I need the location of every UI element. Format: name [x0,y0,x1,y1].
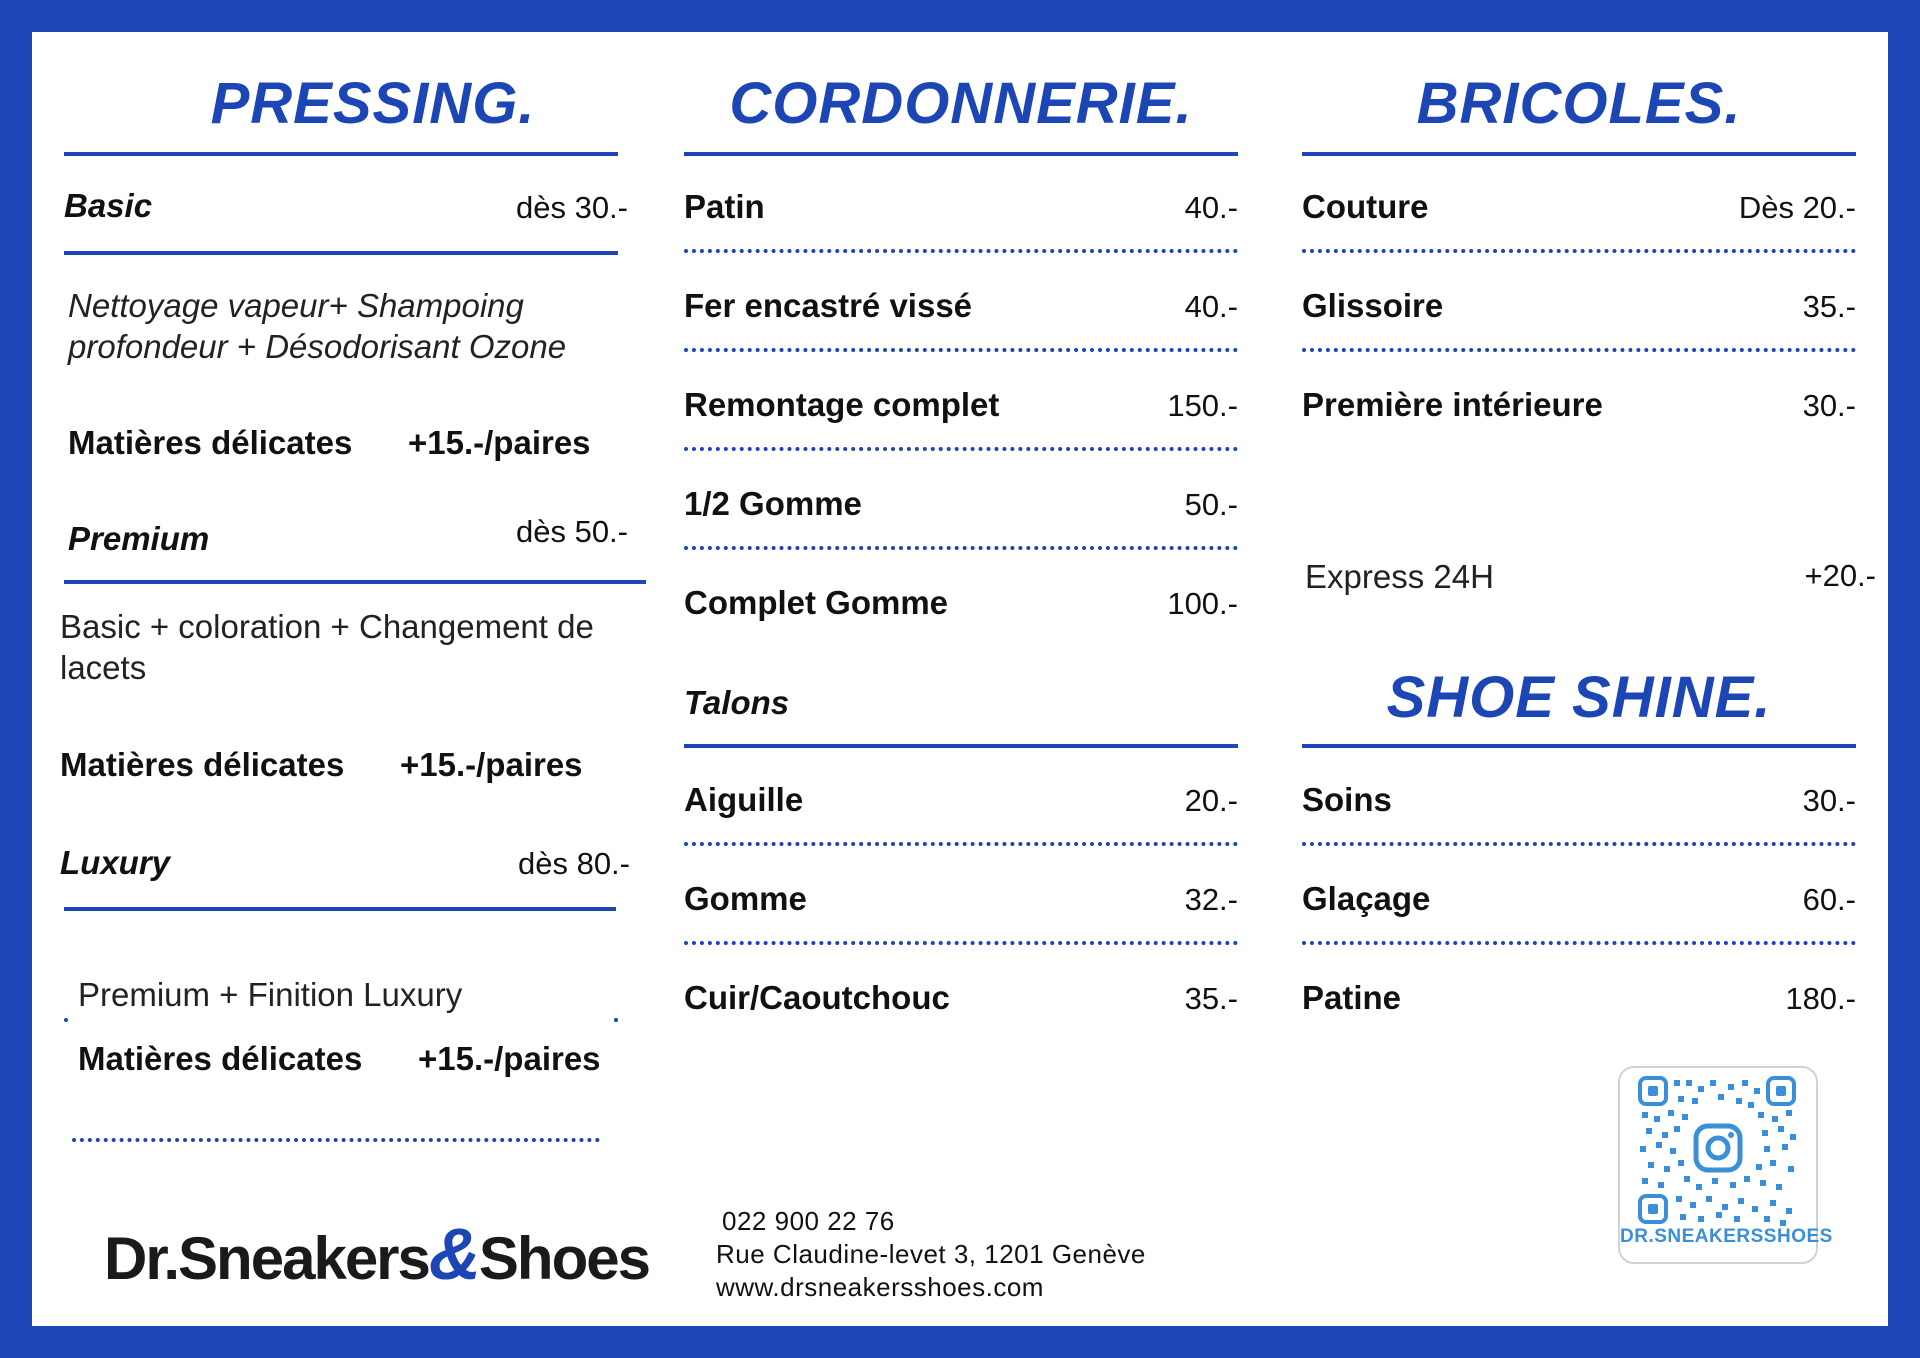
luxury-label: Luxury [60,844,171,881]
contact-address: Rue Claudine-levet 3, 1201 Genève [716,1239,1146,1269]
cordonnerie-divider [684,546,1238,550]
shoeshine-item-name: Glaçage [1302,880,1431,917]
shoeshine-divider [1302,941,1856,945]
talons-item-price: 32.- [1184,882,1238,917]
luxury-description: Premium + Finition Luxury [78,976,463,1013]
bricoles-divider [1302,249,1856,253]
cordonnerie-item-price: 40.- [1184,289,1238,324]
bricoles-title-rule [1302,152,1856,156]
shoeshine-title: SHOE SHINE. [1386,665,1772,730]
contact-website[interactable]: www.drsneakersshoes.com [716,1272,1044,1302]
express-price: +20.- [1804,558,1876,593]
premium-description: Basic + coloration + Changement de lacets [60,608,594,686]
talons-item-price: 20.- [1184,783,1238,818]
bricoles-item-price: 35.- [1802,289,1856,324]
pressing-title: PRESSING. [210,71,536,136]
premium-label: Premium [68,520,210,557]
cordonnerie-item-name: Patin [684,188,765,225]
qr-code [1638,1076,1798,1226]
shoeshine-item-price: 180.- [1785,981,1856,1016]
cordonnerie-divider [684,348,1238,352]
basic-rule [64,251,618,255]
talons-item-price: 35.- [1184,981,1238,1016]
luxury-dot-left [64,1018,68,1022]
luxury-price: dès 80.- [517,846,630,881]
shoeshine-item-price: 30.- [1802,783,1856,818]
luxury-option-price: +15.-/paires [418,1040,601,1077]
bricoles-item-name: Couture [1302,188,1429,225]
cordonnerie-item-price: 40.- [1184,190,1238,225]
qr-code-card[interactable] [1618,1066,1833,1264]
express-label: Express 24H [1305,558,1494,595]
brand-logo-part2: Shoes [478,1225,649,1292]
shoeshine-title-rule [1302,744,1856,748]
premium-option-price: +15.-/paires [400,746,583,783]
bricoles-item-name: Glissoire [1302,287,1444,324]
shoeshine-item-price: 60.- [1802,882,1856,917]
premium-option-label: Matières délicates [60,746,345,783]
bricoles-item-price: 30.- [1802,388,1856,423]
brand-logo-part1: Dr.Sneakers [104,1225,429,1292]
cordonnerie-item-price: 50.- [1184,487,1238,522]
brand-logo-ampersand: & [428,1215,479,1295]
cordonnerie-item-name: Fer encastré vissé [684,287,973,324]
luxury-rule [64,907,616,911]
basic-option-label: Matières délicates [68,424,353,461]
luxury-dot-right [614,1018,618,1022]
shoeshine-item-name: Soins [1302,781,1392,818]
instagram-icon [1696,1126,1740,1170]
cordonnerie-title: CORDONNERIE. [729,71,1193,136]
bricoles-divider [1302,348,1856,352]
cordonnerie-divider [684,447,1238,451]
talons-rule [684,744,1238,748]
basic-price: dès 30.- [515,190,628,225]
luxury-option-label: Matières délicates [78,1040,363,1077]
basic-option-price: +15.-/paires [408,424,591,461]
price-list [32,32,1888,1326]
talons-divider [684,842,1238,846]
cordonnerie-item-name: 1/2 Gomme [684,485,862,522]
contact-phone: 022 900 22 76 [722,1206,895,1236]
cordonnerie-item-price: 100.- [1167,586,1238,621]
bricoles-item-name: Première intérieure [1302,386,1603,423]
bricoles-item-price: Dès 20.- [1738,190,1856,225]
premium-price: dès 50.- [515,514,628,549]
luxury-dotted-divider [72,1138,600,1142]
cordonnerie-divider [684,249,1238,253]
cordonnerie-title-rule [684,152,1238,156]
basic-label: Basic [64,187,153,224]
talons-divider [684,941,1238,945]
basic-description: Nettoyage vapeur+ Shampoing profondeur + Désodorisant Ozone [68,287,567,365]
shoeshine-divider [1302,842,1856,846]
cordonnerie-item-name: Remontage complet [684,386,1000,423]
talons-item-name: Gomme [684,880,807,917]
bricoles-title: BRICOLES. [1416,71,1742,136]
cordonnerie-item-name: Complet Gomme [684,584,949,621]
talons-item-name: Aiguille [684,781,804,818]
premium-rule [64,580,646,584]
brand-logo [104,1214,649,1296]
qr-label: DR.SNEAKERSSHOES [1620,1226,1833,1247]
talons-label: Talons [684,684,790,721]
pressing-title-rule [64,152,618,156]
talons-item-name: Cuir/Caoutchouc [684,979,950,1016]
cordonnerie-item-price: 150.- [1167,388,1238,423]
shoeshine-item-name: Patine [1302,979,1402,1016]
